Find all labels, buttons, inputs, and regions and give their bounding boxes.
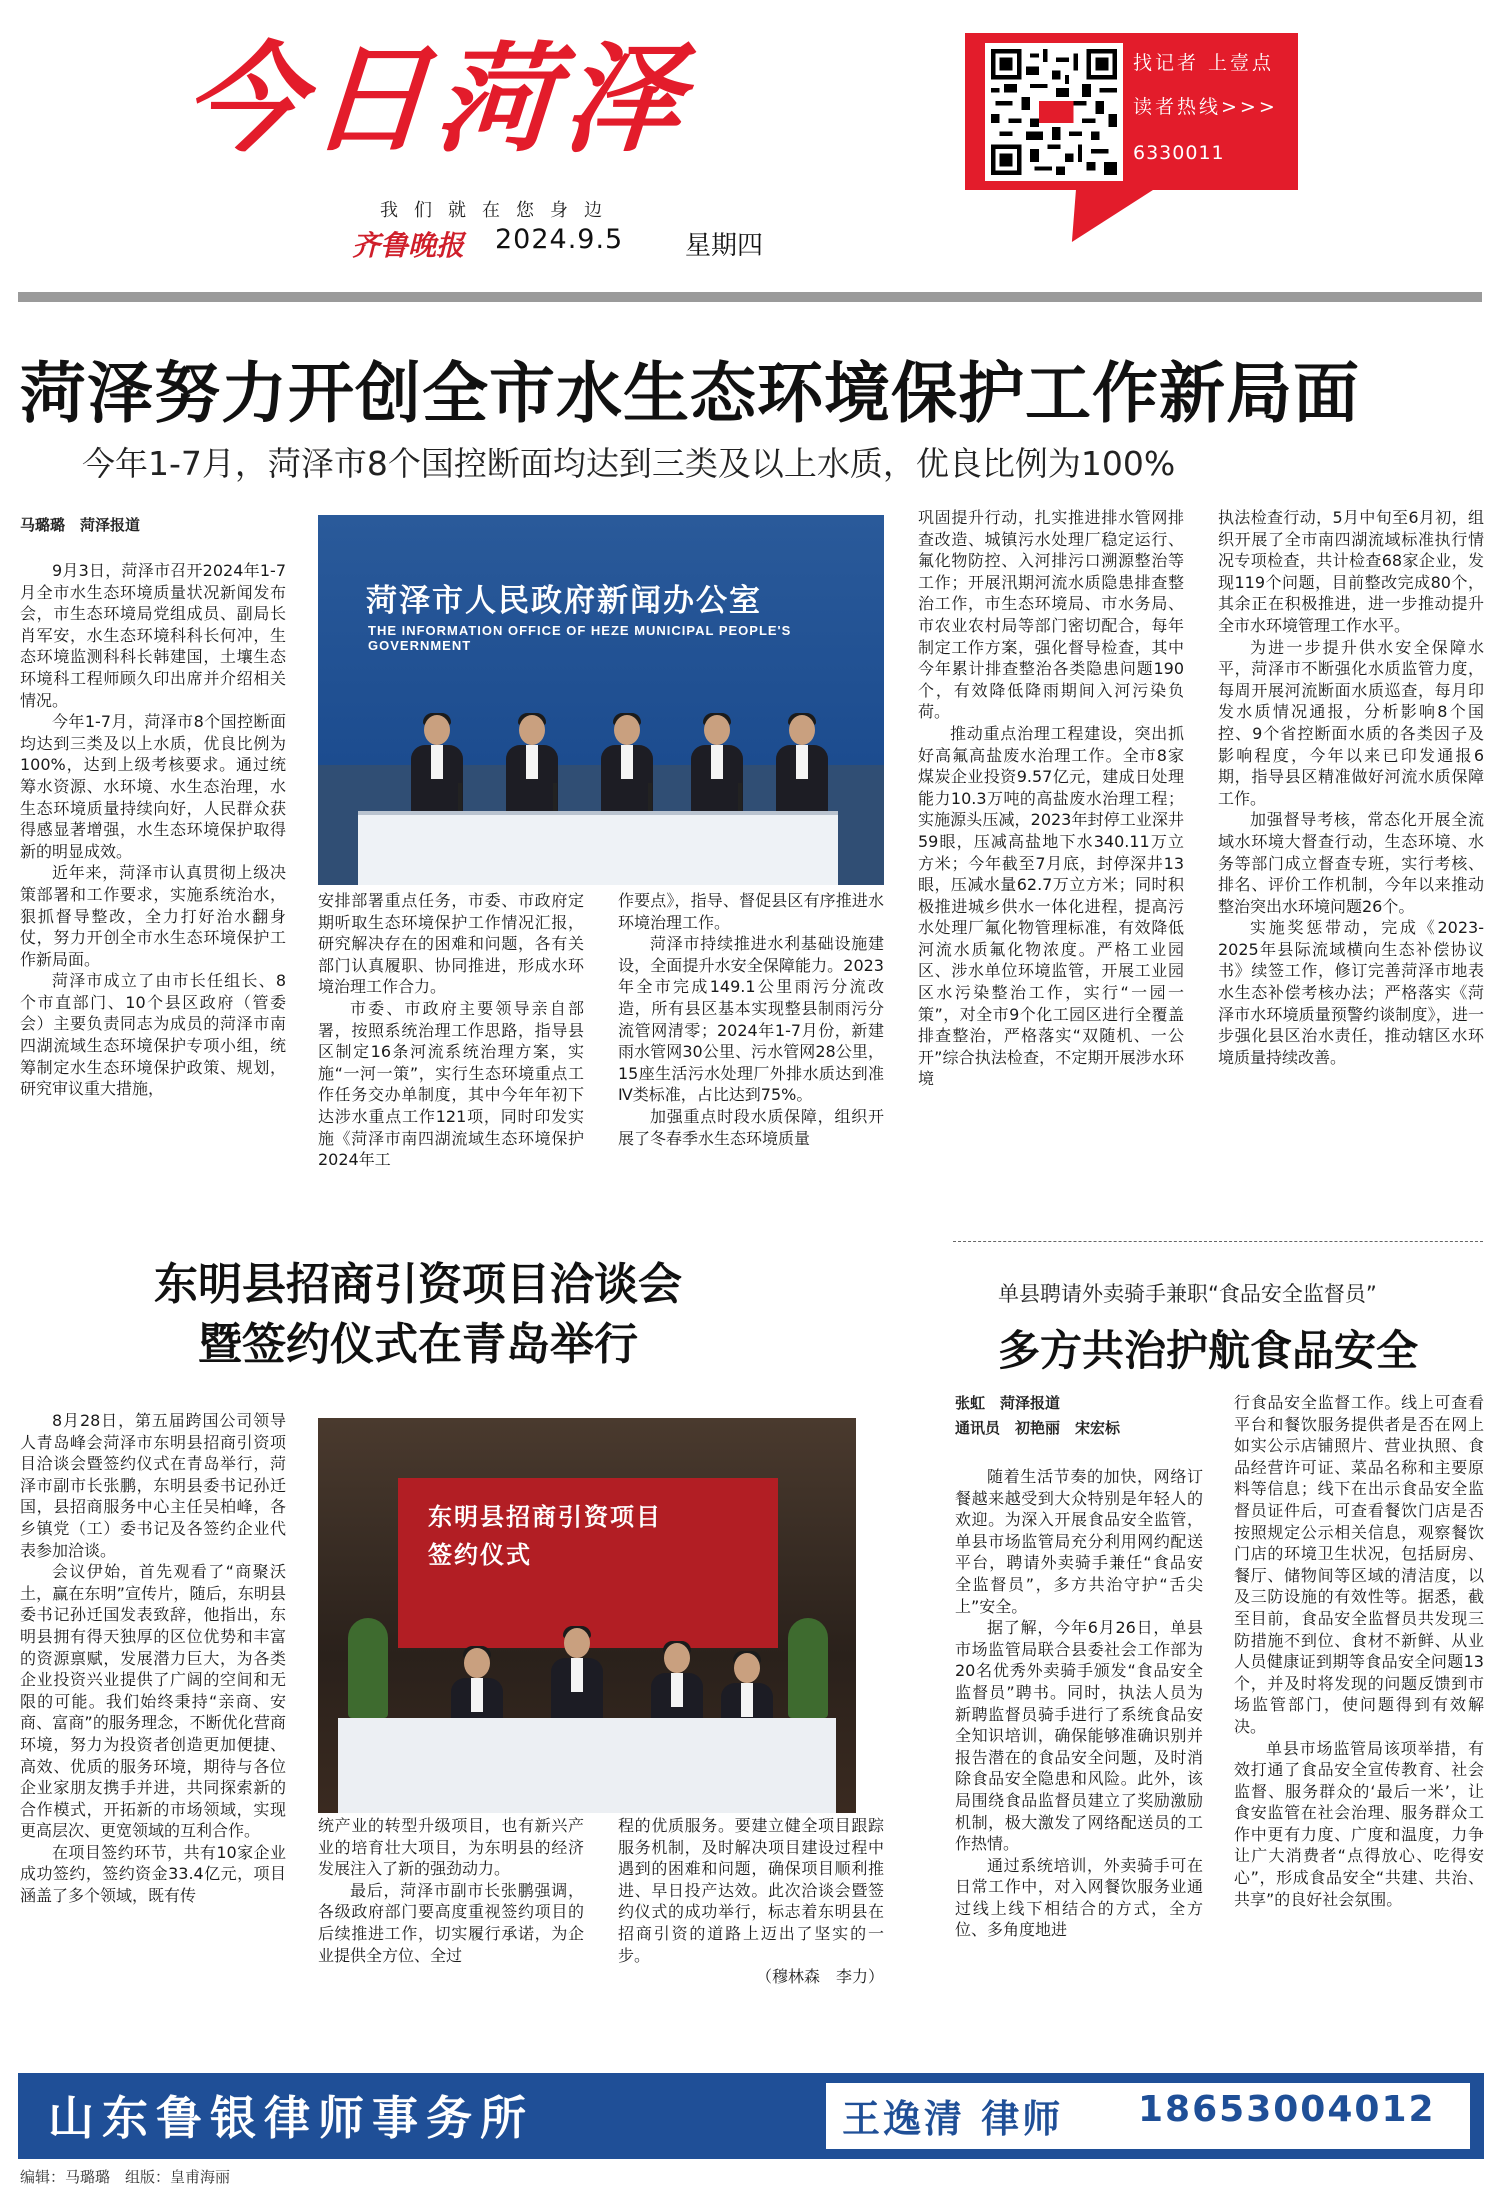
paragraph: 加强督导考核，常态化开展全流域水环境大督查行动，生态环境、水务等部门成立督查专班，实行考核、排名、评价工作机制，今年以来推动整治突出水环境问题26个。 — [1218, 810, 1484, 916]
hotline-title: 读者热线>>> — [1133, 96, 1278, 118]
main-article-byline: 马璐璐 菏泽报道 — [20, 516, 141, 534]
microphone — [738, 783, 742, 813]
masthead-slogan: 我们就在您身边 — [380, 200, 618, 221]
ad-firm-name: 山东鲁银律师事务所 — [48, 2091, 534, 2145]
hotline-number[interactable]: 6330011 — [1133, 142, 1225, 164]
press-conference-photo — [318, 515, 884, 885]
dongming-article-headline — [98, 1255, 738, 1375]
main-article-headline: 菏泽努力开创全市水生态环境保护工作新局面 — [20, 354, 1360, 432]
food-article-headline: 多方共治护航食品安全 — [998, 1326, 1419, 1375]
dongming-article-col-3 — [618, 1815, 884, 2055]
backdrop-title: 菏泽市人民政府新闻办公室 — [366, 583, 762, 619]
dongming-article-col-2 — [318, 1815, 584, 2055]
food-article-byline: 通讯员 初艳丽 宋宏标 — [955, 1419, 1121, 1437]
banner-text — [428, 1498, 662, 1574]
main-article-col-2 — [318, 890, 584, 1190]
hotline-speech-tail — [1034, 188, 1156, 242]
paragraph: 8月28日，第五届跨国公司领导人青岛峰会菏泽市东明县招商引资项目洽谈会暨签约仪式在青岛举行，菏泽市副市长张鹏，东明县委书记孙迁国，县招商服务中心主任吴柏峰，各乡镇党（工）委书记及各签约企业代表参加洽谈。 — [20, 1411, 286, 1560]
paragraph: 巩固提升行动，扎实推进排水管网排查改造、城镇污水处理厂稳定运行、氟化物防控、入河排污口溯源整治等工作；开展汛期河流水质隐患排查整治工作，市生态环境局、市水务局、市农业农村局等部门密切配合，每年制定工作方案，强化督导检查，其中今年累计排查整治各类隐患问题190个，有效降低降雨期间入河污染负荷。 — [918, 508, 1184, 722]
paragraph: 近年来，菏泽市认真贯彻上级决策部署和工作要求，实施系统治水，狠抓督导整改，全力打好治水翻身仗，努力开创全市水生态环境保护工作新局面。 — [20, 863, 286, 969]
signing-ceremony-photo — [318, 1418, 856, 1813]
paragraph: 菏泽市持续推进水利基础设施建设，全面提升水安全保障能力。2023年全市完成149.1公里雨污分流改造，所有县区基本实现整县制雨污分流管网清零；2024年1-7月份，新建雨水管网30公里、污水管网28公里，15座生活污水处理厂外排水质达到准Ⅳ类标准，占比达到75%。 — [618, 934, 884, 1105]
official-figure — [548, 1628, 606, 1728]
paragraph: 市委、市政府主要领导亲自部署，按照系统治理工作思路，指导县区制定16条河流系统治理方案，实施“一河一策”，实行生态环境重点工作任务交办单制度，其中今年年初下达涉水重点工作121项，同时印发实施《菏泽市南四湖流域生态环境保护2024年工 — [318, 998, 584, 1170]
footer-credits: 编辑：马璐璐 组版：皇甫海丽 — [20, 2168, 231, 2186]
food-article-kicker: 单县聘请外卖骑手兼职“食品安全监督员” — [998, 1282, 1377, 1306]
main-article-col-3 — [618, 890, 884, 1190]
main-article-col-4 — [918, 507, 1184, 1190]
microphone — [458, 783, 462, 813]
paragraph: 执法检查行动，5月中旬至6月初，组织开展了全市南四湖流域标准执行情况专项检查，共计检查68家企业，发现119个问题，目前整改完成80个，其余正在积极推进，进一步推动提升全市水环境管理工作水平。 — [1218, 508, 1484, 635]
paragraph: 程的优质服务。要建立健全项目跟踪服务机制，及时解决项目建设过程中遇到的困难和问题，确保项目顺利推进、早日投产达效。此次洽谈会暨签约仪式的成功举行，标志着东明县在招商引资的道路上迈出了坚实的一步。 — [618, 1816, 884, 1965]
microphone — [553, 783, 557, 813]
ad-phone-number[interactable]: 18653004012 — [1138, 2089, 1436, 2130]
banner-line: 东明县招商引资项目 — [428, 1503, 662, 1531]
paragraph: 为进一步提升供水安全保障水平，菏泽市不断强化水质监管力度，每周开展河流断面水质巡查，每月印发水质情况通报，分析影响8个国控、9个省控断面水质的各类因子及影响程度，今年以来已印发通报6期，指导县区精准做好河流水质保障工作。 — [1218, 637, 1484, 808]
paragraph: 今年1-7月，菏泽市8个国控断面均达到三类及以上水质，优良比例为100%，达到上级考核要求。通过统筹水资源、水环境、水生态治理，水生态环境质量持续向好，人民群众获得感显著增强，水生态环境保护取得新的明显成效。 — [20, 712, 286, 861]
masthead-logo: 今日菏泽 — [180, 30, 694, 168]
paragraph: 加强重点时段水质保障，组织开展了冬春季水生态环境质量 — [618, 1106, 884, 1148]
headline-line: 暨签约仪式在青岛举行 — [198, 1319, 638, 1370]
paragraph: 行食品安全监督工作。线上可查看平台和餐饮服务提供者是否在网上如实公示店铺照片、营业执照、食品经营许可证、菜品名称和主要原料等信息；线下在出示食品安全监督员证件后，可查看餐饮门店是否按照规定公示相关信息，观察餐饮门店的环境卫生状况，包括厨房、餐厅、储物间等区域的清洁度，以及三防设施的有效性等。据悉，截至目前，食品安全监督员共发现三防措施不到位、食材不新鲜、从业人员健康证到期等食品安全问题13个，并及时将发现的问题反馈到市场监管部门，使问题得到有效解决。 — [1234, 1393, 1484, 1736]
paragraph: 菏泽市成立了由市长任组长、8个市直部门、10个县区政府（管委会）主要负责同志为成员的菏泽市南四湖流域生态环境保护专项小组，统筹制定水生态环境保护政策、规划，研究审议重大措施， — [20, 971, 286, 1099]
paper-name-logo: 齐鲁晚报 — [352, 229, 465, 262]
paragraph: 最后，菏泽市副市长张鹏强调，各级政府部门要高度重视签约项目的后续推进工作，切实履行承诺，为企业提供全方位、全过 — [318, 1880, 584, 1965]
paragraph: 统产业的转型升级项目，也有新兴产业的培育壮大项目，为东明县的经济发展注入了新的强劲动力。 — [318, 1816, 584, 1879]
issue-weekday: 星期四 — [685, 231, 764, 261]
main-article-col-1 — [20, 560, 286, 1190]
ad-lawyer-name: 王逸清 律师 — [842, 2097, 1064, 2141]
decorative-plant — [788, 1618, 828, 1718]
paragraph: 9月3日，菏泽市召开2024年1-7月全市水生态环境质量状况新闻发布会，市生态环境局党组成员、副局长肖军安，水生态环境科科长何冲，生态环境监测科科长韩建国，土壤生态环境科工程师顾久印出席并介绍相关情况。 — [20, 561, 286, 710]
paragraph: 据了解，今年6月26日，单县市场监管局联合县委社会工作部为20名优秀外卖骑手颁发“食品安全监督员”聘书。同时，执法人员为新聘监督员骑手进行了系统食品安全知识培训，确保能够准确识别并报告潜在的食品安全问题，及时消除食品安全隐患和风险。此外，该局围绕食品监督员建立了奖励激励机制，极大激发了网络配送员的工作热情。 — [955, 1618, 1203, 1854]
hotline-slogan: 找记者 上壹点 — [1133, 52, 1275, 74]
conference-table — [358, 815, 838, 885]
speaker-figure — [773, 715, 831, 815]
signing-desk — [338, 1718, 836, 1813]
section-divider — [953, 1241, 1483, 1242]
article-author: （穆林森 李力） — [755, 1967, 884, 1987]
microphone — [648, 783, 652, 813]
main-article-col-5 — [1218, 507, 1484, 1190]
food-article-byline: 张虹 菏泽报道 — [955, 1394, 1061, 1412]
paragraph: 安排部署重点任务，市委、市政府定期听取生态环境保护工作情况汇报，研究解决存在的困难和问题，各有关部门认真履职、协同推进，形成水环境治理工作合力。 — [318, 891, 584, 997]
backdrop-subtitle: THE INFORMATION OFFICE OF HEZE MUNICIPAL PEOPLE'S GOVERNMENT — [368, 623, 792, 653]
food-article-col-1 — [955, 1466, 1203, 2056]
issue-date: 2024.9.5 — [495, 224, 624, 255]
paragraph: 单县市场监管局该项举措，有效打通了食品安全宣传教育、社会监督、服务群众的‘最后一米’，让食安监管在社会治理、服务群众工作中更有力度、广度和温度，力争让广大消费者“点得放心、吃得安心”，形成食品安全“共建、共治、共享”的良好社会氛围。 — [1234, 1738, 1484, 1909]
decorative-plant — [348, 1618, 388, 1718]
banner-line: 签约仪式 — [428, 1541, 532, 1569]
headline-line: 东明县招商引资项目洽谈会 — [154, 1259, 682, 1310]
paragraph: 在项目签约环节，共有10家企业成功签约，签约资金33.4亿元，项目涵盖了多个领域，既有传 — [20, 1842, 286, 1906]
main-article-subhead: 今年1-7月，菏泽市8个国控断面均达到三类及以上水质，优良比例为100% — [82, 444, 1176, 483]
masthead-divider — [18, 292, 1482, 302]
paragraph: 随着生活节奏的加快，网络订餐越来越受到大众特别是年轻人的欢迎。为深入开展食品安全监管，单县市场监管局充分利用网约配送平台，聘请外卖骑手兼任“食品安全监督员”，多方共治守护“舌尖上”安全。 — [955, 1467, 1203, 1616]
paragraph: 实施奖惩带动，完成《2023-2025年县际流域横向生态补偿协议书》续签工作，修订完善菏泽市地表水生态补偿考核办法；严格落实《菏泽市水环境质量预警约谈制度》，进一步强化县区治水责任，推动辖区水环境质量持续改善。 — [1218, 918, 1484, 1067]
paragraph: 推动重点治理工程建设，突出抓好高氟高盐废水治理工作。全市8家煤炭企业投资9.57亿元，建成日处理能力10.3万吨的高盐废水治理工程；实施源头压减，2023年封停工业深井59眼，压减高盐地下水340.11万立方米；今年截至7月底，封停深井13眼，压减水量62.7万立方米；同时积极推进城乡供水一体化进程，提高污水处理厂氟化物管理标准，有效降低河流水质氟化物浓度。严格工业园区、涉水单位环境监管，开展工业园区水污染整治工作，实行“一园一策”，对全市9个化工园区进行全覆盖排查整治，严格落实“双随机、一公开”综合执法检查，不定期开展涉水环境 — [918, 723, 1184, 1089]
qr-code-icon[interactable] — [985, 43, 1123, 181]
dongming-article-col-1 — [20, 1410, 286, 2055]
food-article-col-2 — [1234, 1392, 1484, 2056]
paragraph: 作要点》，指导、督促县区有序推进水环境治理工作。 — [618, 891, 884, 932]
paragraph: 会议伊始，首先观看了“商聚沃土，赢在东明”宣传片，随后，东明县委书记孙迁国发表致辞，他指出，东明县拥有得天独厚的区位优势和丰富的资源禀赋，发展潜力巨大，为各类企业投资兴业提供了广阔的空间和无限的可能。我们始终秉持“亲商、安商、富商”的服务理念，不断优化营商环境，努力为投资者创造更加便捷、高效、优质的服务环境，期待与各位企业家朋友携手并进，共同探索新的合作模式，开拓新的市场领域，实现更高层次、更宽领域的互利合作。 — [20, 1562, 286, 1841]
paragraph: 通过系统培训，外卖骑手可在日常工作中，对入网餐饮服务业通过线上线下相结合的方式，全方位、多角度地进 — [955, 1855, 1203, 1940]
